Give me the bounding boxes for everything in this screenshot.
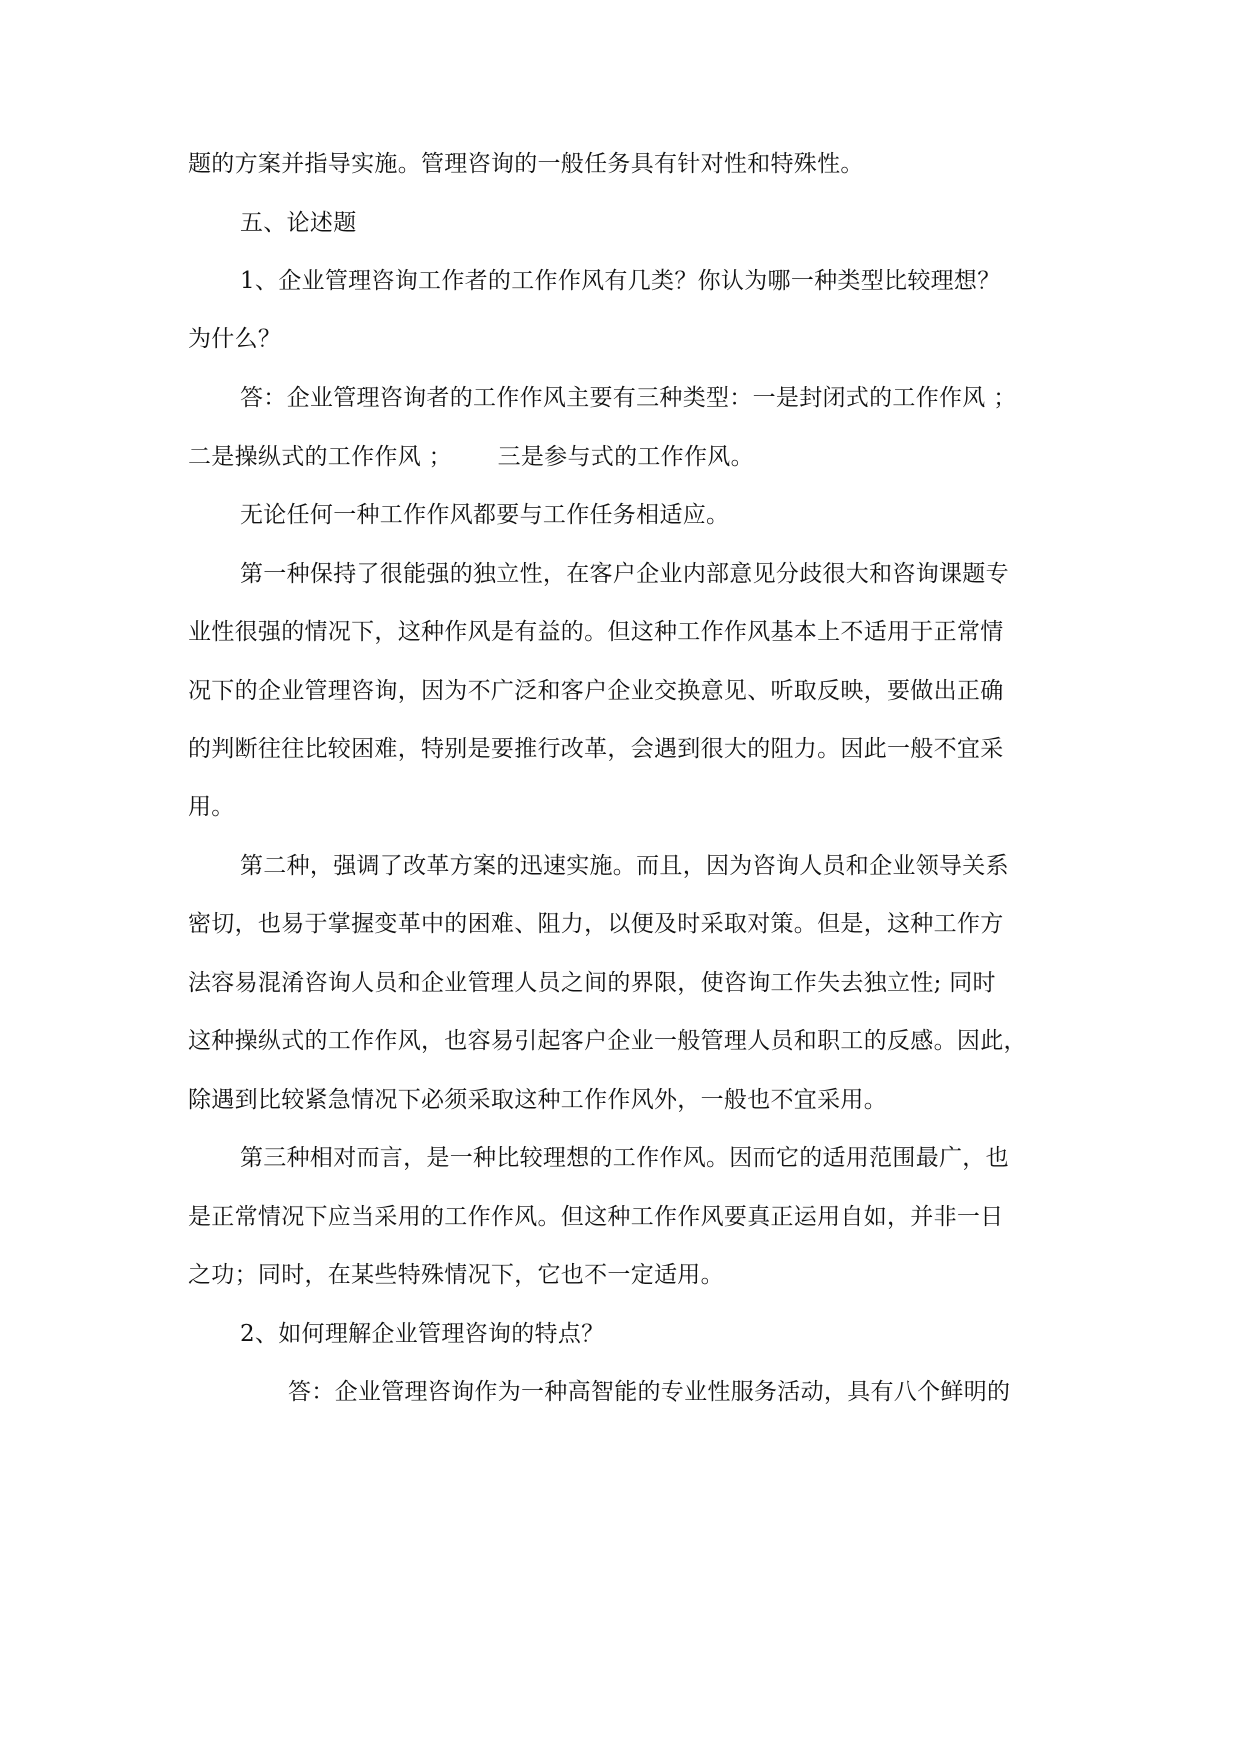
body-text-line: 况下的企业管理咨询，因为不广泛和客户企业交换意见、听取反映，要做出正确 [188, 678, 1004, 704]
body-text-line: 这种操纵式的工作作风，也容易引起客户企业一般管理人员和职工的反感。因此， [188, 1028, 1027, 1054]
body-text-line: 无论任何一种工作作风都要与工作任务相适应。 [240, 502, 730, 528]
section-heading: 五、论述题 [240, 210, 357, 236]
body-text-line: 是正常情况下应当采用的工作作风。但这种工作作风要真正运用自如，并非一日 [188, 1204, 1004, 1230]
body-text-line: 之功；同时，在某些特殊情况下，它也不一定适用。 [188, 1262, 724, 1288]
answer-2-line: 答：企业管理咨询作为一种高智能的专业性服务活动，具有八个鲜明的 [288, 1379, 1011, 1405]
answer-1-line: 答：企业管理咨询者的工作作风主要有三种类型：一是封闭式的工作作风 ； [240, 385, 1017, 411]
body-text-line: 法容易混淆咨询人员和企业管理人员之间的界限，使咨询工作失去独立性; 同时 [188, 970, 996, 996]
body-text-line: 除遇到比较紧急情况下必须采取这种工作作风外，一般也不宜采用。 [188, 1087, 887, 1113]
body-text-line: 的判断往往比较困难，特别是要推行改革，会遇到很大的阻力。因此一般不宜采 [188, 736, 1004, 762]
body-text-line: 业性很强的情况下，这种作风是有益的。但这种工作作风基本上不适用于正常情 [188, 619, 1004, 645]
body-text-line: 题的方案并指导实施。管理咨询的一般任务具有针对性和特殊性。 [188, 151, 864, 177]
body-text-line: 用。 [188, 794, 235, 820]
question-1-line: 为什么？ [188, 326, 282, 352]
body-text-line: 第一种保持了很能强的独立性，在客户企业内部意见分歧很大和咨询课题专 [240, 561, 1009, 587]
question-2-line: 2、如何理解企业管理咨询的特点？ [240, 1321, 605, 1347]
question-1-line: 1、企业管理咨询工作者的工作作风有几类？你认为哪一种类型比较理想？ [240, 268, 1001, 294]
body-text-line: 第三种相对而言，是一种比较理想的工作作风。因而它的适用范围最广，也 [240, 1145, 1009, 1171]
body-text-line: 密切，也易于掌握变革中的困难、阻力，以便及时采取对策。但是，这种工作方 [188, 911, 1004, 937]
answer-1-line: 二是操纵式的工作作风 ； 三是参与式的工作作风。 [188, 444, 754, 470]
body-text-line: 第二种，强调了改革方案的迅速实施。而且，因为咨询人员和企业领导关系 [240, 853, 1009, 879]
